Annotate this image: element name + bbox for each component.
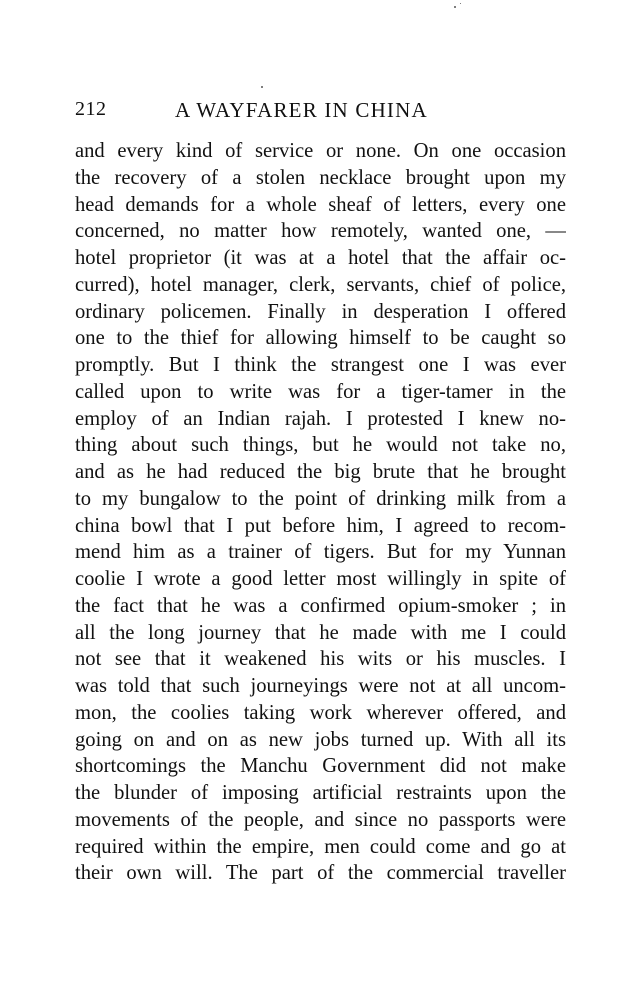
text-line: ordinary policemen. Finally in desperation I offered — [75, 300, 566, 323]
text-line: the fact that he was a confirmed opium-smoker ; in — [75, 594, 566, 617]
print-speck — [454, 6, 456, 8]
text-line: movements of the people, and since no passports were — [75, 808, 566, 831]
page-header — [75, 98, 565, 128]
text-line: promptly. But I think the strangest one I was ever — [75, 354, 566, 376]
text-line: called upon to write was for a tiger-tamer in the — [75, 380, 566, 403]
running-title: A WAYFARER IN CHINA — [175, 98, 428, 122]
text-line: the blunder of imposing artificial restraints upon the — [75, 782, 566, 804]
page-number: 212 — [75, 98, 107, 120]
text-line: one to the thief for allowing himself to be caught so — [75, 327, 566, 350]
text-line: their own will. The part of the commercial traveller — [75, 862, 566, 885]
text-line: the recovery of a stolen necklace brought upon my — [75, 166, 566, 189]
text-line: china bowl that I put before him, I agreed to recom- — [75, 514, 566, 537]
text-line: shortcomings the Manchu Government did not make — [75, 755, 566, 778]
text-line: not see that it weakened his wits or his muscles. I — [75, 648, 566, 671]
text-line: to my bungalow to the point of drinking milk from a — [75, 487, 566, 510]
text-line: all the long journey that he made with me I could — [75, 621, 566, 644]
text-line: employ of an Indian rajah. I protested I knew no- — [75, 407, 566, 430]
text-line: curred), hotel manager, clerk, servants, chief of police, — [75, 273, 566, 296]
text-line: going on and on as new jobs turned up. With all its — [75, 728, 566, 751]
print-speck — [460, 3, 461, 4]
text-line: was told that such journeyings were not at all uncom- — [75, 675, 566, 697]
text-line: mend him as a trainer of tigers. But for my Yunnan — [75, 541, 566, 564]
text-line: and as he had reduced the big brute that he brought — [75, 461, 566, 483]
text-line: mon, the coolies taking work wherever offered, and — [75, 701, 566, 724]
print-speck — [261, 86, 263, 88]
text-line: and every kind of service or none. On one occasion — [75, 140, 566, 162]
body-text — [75, 138, 566, 887]
text-line: coolie I wrote a good letter most willingly in spite of — [75, 568, 566, 590]
text-line: concerned, no matter how remotely, wanted one, — — [75, 220, 566, 243]
text-line: head demands for a whole sheaf of letters, every one — [75, 193, 566, 216]
text-line: thing about such things, but he would not take no, — [75, 434, 566, 457]
text-line: hotel proprietor (it was at a hotel that the affair oc- — [75, 247, 566, 269]
text-line: required within the empire, men could come and go at — [75, 835, 566, 858]
